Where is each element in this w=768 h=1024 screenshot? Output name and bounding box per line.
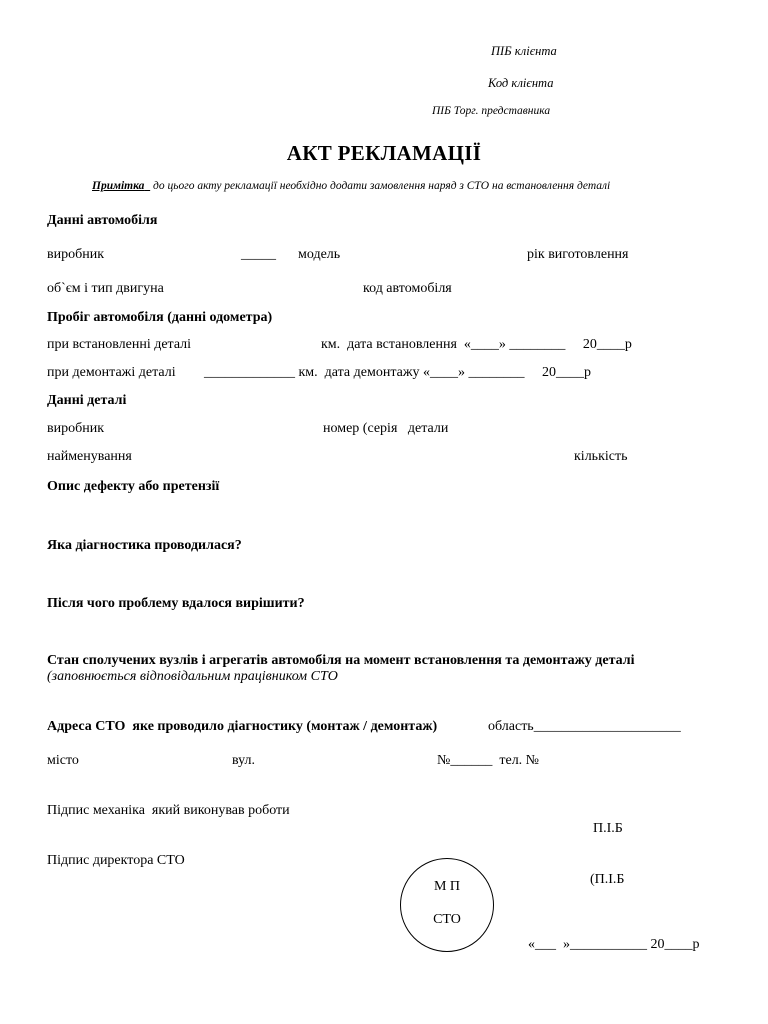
- vehicle-engine-label: об`єм і тип двигуна: [47, 281, 164, 296]
- vehicle-manufacturer-blank: _____: [241, 247, 276, 262]
- mileage-removal-label: при демонтажі деталі: [47, 365, 176, 380]
- part-heading: Данні деталі: [47, 393, 127, 408]
- condition-heading: Стан сполучених вузлів і агрегатів автомобіля на момент встановлення та демонтажу деталі: [47, 653, 635, 668]
- note-text: до цього акту рекламації необхідно додати замовлення наряд з СТО на встановлення деталі: [153, 180, 611, 192]
- document-title: АКТ РЕКЛАМАЦІЇ: [286, 141, 482, 165]
- client-name-label: ПІБ клієнта: [491, 44, 557, 58]
- stamp-line-mp: М П: [433, 879, 461, 894]
- address-heading: Адреса СТО яке проводило діагностику (монтаж / демонтаж): [47, 719, 438, 734]
- part-manufacturer-label: виробник: [47, 421, 105, 436]
- note-line: [92, 178, 610, 194]
- solution-heading: Після чого проблему вдалося вирішити?: [47, 596, 305, 611]
- vehicle-heading: Данні автомобіля: [47, 213, 158, 228]
- address-street-label: вул.: [232, 753, 256, 768]
- diagnostics-heading: Яка діагностика проводилася?: [47, 538, 242, 553]
- mechanic-name-label: П.І.Б: [593, 821, 623, 836]
- director-signature-label: Підпис директора СТО: [47, 853, 185, 868]
- signature-date: «___ »___________ 20____р: [528, 937, 700, 952]
- client-code-label: Код клієнта: [488, 76, 554, 90]
- mileage-heading: Пробіг автомобіля (данні одометра): [47, 310, 273, 325]
- director-name-label: (П.І.Б: [590, 872, 625, 887]
- rep-name-label: ПІБ Торг. представника: [432, 105, 551, 117]
- vehicle-manufacturer-label: виробник: [47, 247, 105, 262]
- stamp-circle: [400, 858, 494, 952]
- vehicle-code-label: код автомобіля: [363, 281, 452, 296]
- mileage-install-date: км. дата встановлення «____» ________ 20____р: [321, 337, 632, 352]
- address-number-label: №______ тел. №: [437, 753, 540, 768]
- address-city-label: місто: [47, 753, 79, 768]
- stamp-line-sto: СТО: [433, 912, 461, 927]
- mechanic-signature-label: Підпис механіка який виконував роботи: [47, 803, 290, 818]
- address-region: область_____________________: [488, 719, 681, 734]
- part-number-label: номер (серія детали: [323, 421, 449, 436]
- mileage-install-label: при встановленні деталі: [47, 337, 192, 352]
- vehicle-model-label: модель: [298, 247, 341, 262]
- condition-note: (заповнюється відповідальним працівником СТО: [47, 669, 338, 684]
- mileage-removal-date: _____________ км. дата демонтажу «____» ________ 20____р: [204, 365, 592, 380]
- part-quantity-label: кількість: [574, 449, 628, 464]
- vehicle-year-label: рік виготовлення: [527, 247, 629, 262]
- part-name-label: найменування: [47, 449, 132, 464]
- note-label: Примітка: [92, 180, 145, 192]
- defect-heading: Опис дефекту або претензії: [47, 479, 220, 494]
